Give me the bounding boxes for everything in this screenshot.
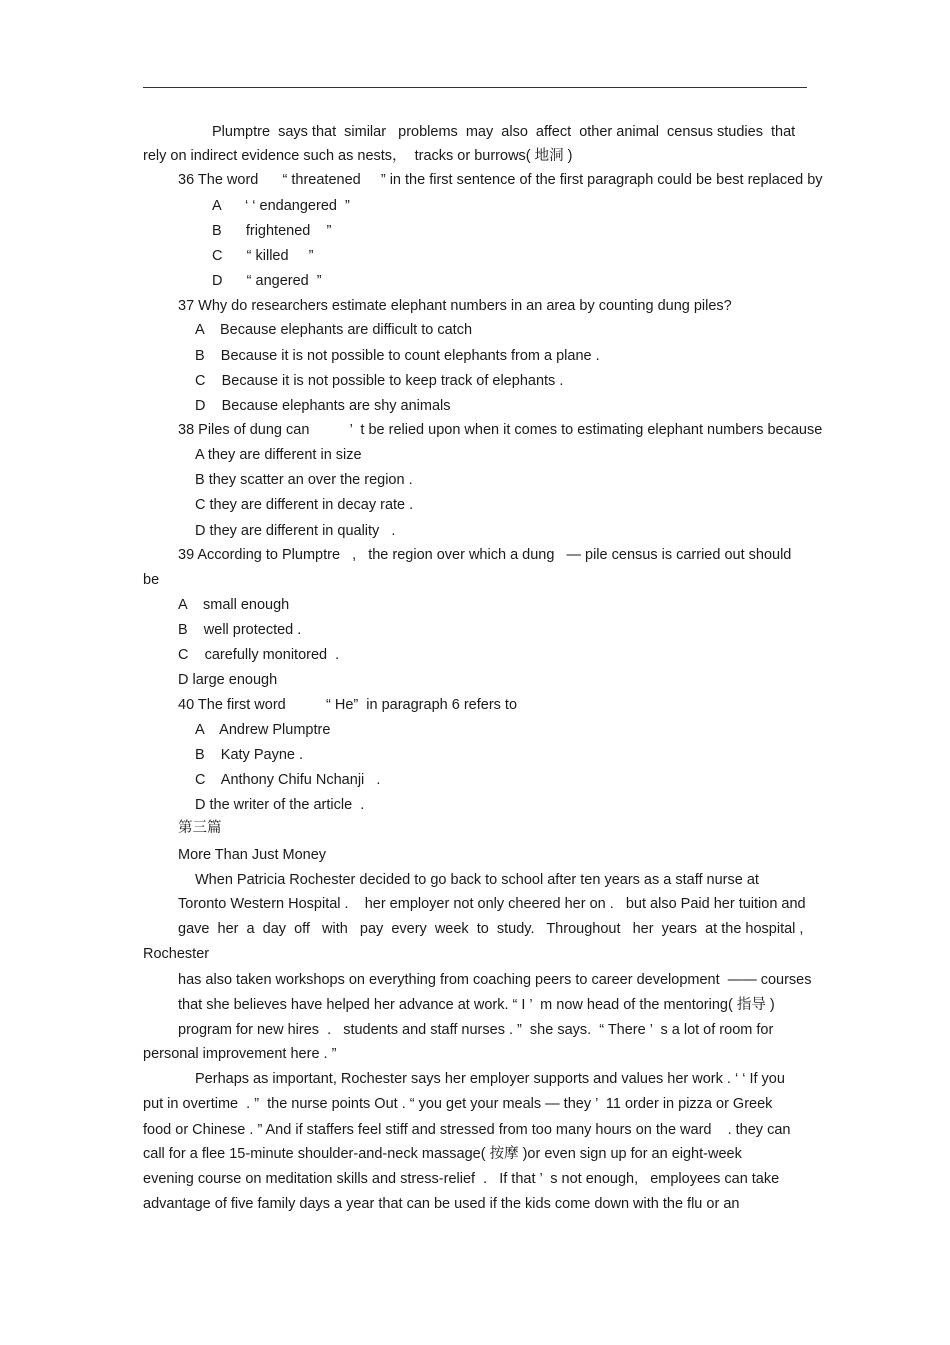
option-36-d: D “ angered ” [212,273,322,289]
paragraph-line: call for a flee 15-minute shoulder-and-neck massage( 按摩 )or even sign up for an eight-week [143,1146,742,1162]
option-37-b: B Because it is not possible to count elephants from a plane . [195,348,600,364]
header-rule [143,87,807,88]
paragraph-line: Perhaps as important, Rochester says her employer supports and values her work . ‘ ‘ If you [195,1071,785,1087]
question-39-cont: be [143,572,160,588]
paragraph-line: put in overtime . ” the nurse points Out . “ you get your meals — they ’ 11 order in pizza or Greek [143,1096,773,1112]
option-38-b: B they scatter an over the region . [195,472,413,488]
option-39-d: D large enough [178,672,278,688]
option-40-a: A Andrew Plumptre [195,722,331,738]
question-37: 37 Why do researchers estimate elephant numbers in an area by counting dung piles? [178,298,732,314]
paragraph-line: rely on indirect evidence such as nests， tracks or burrows( 地洞 ) [143,148,573,164]
option-40-d: D the writer of the article . [195,797,365,813]
question-40: 40 The first word “ He” in paragraph 6 refers to [178,697,518,713]
question-39: 39 According to Plumptre , the region over which a dung — pile census is carried out should [178,547,792,563]
option-36-c: C “ killed ” [212,248,314,264]
option-37-c: C Because it is not possible to keep track of elephants . [195,373,564,389]
paragraph-line: gave her a day off with pay every week to study. Throughout her years at the hospital , [178,921,804,937]
paragraph-line: Plumptre says that similar problems may also affect other animal census studies that [212,124,796,140]
option-39-b: B well protected . [178,622,302,638]
paragraph-line: food or Chinese . ” And if staffers feel stiff and stressed from too many hours on the ward . they can [143,1122,791,1138]
passage-title: More Than Just Money [178,847,327,863]
paragraph-line: program for new hires . students and staff nurses . ” she says. “ There ’ s a lot of room for [178,1022,774,1038]
question-36: 36 The word “ threatened ” in the first sentence of the first paragraph could be best replaced by [178,172,823,188]
paragraph-line: evening course on meditation skills and stress-relief . If that ’ s not enough, employees can take [143,1171,780,1187]
option-36-a: A ‘ ‘ endangered ” [212,198,350,214]
paragraph-line: personal improvement here . ” [143,1046,337,1062]
option-39-a: A small enough [178,597,290,613]
paragraph-line: advantage of five family days a year that can be used if the kids come down with the flu or an [143,1196,740,1212]
option-38-c: C they are different in decay rate . [195,497,414,513]
paragraph-line: that she believes have helped her advance at work. “ I ’ m now head of the mentoring( 指导 ) [178,997,775,1013]
option-40-c: C Anthony Chifu Nchanji . [195,772,381,788]
option-39-c: C carefully monitored . [178,647,340,663]
paragraph-line: Rochester [143,946,210,962]
option-38-d: D they are different in quality . [195,523,396,539]
option-37-d: D Because elephants are shy animals [195,398,451,414]
option-40-b: B Katy Payne . [195,747,303,763]
paragraph-line: has also taken workshops on everything from coaching peers to career development —— courses [178,972,812,988]
option-37-a: A Because elephants are difficult to catch [195,322,473,338]
paragraph-line: Toronto Western Hospital . her employer not only cheered her on . but also Paid her tuition and [178,896,806,912]
paragraph-line: When Patricia Rochester decided to go back to school after ten years as a staff nurse at [195,872,759,888]
section-heading: 第三篇 [178,820,222,836]
option-36-b: B frightened ” [212,223,332,239]
option-38-a: A they are different in size [195,447,362,463]
question-38: 38 Piles of dung can ’ t be relied upon when it comes to estimating elephant numbers because [178,422,823,438]
